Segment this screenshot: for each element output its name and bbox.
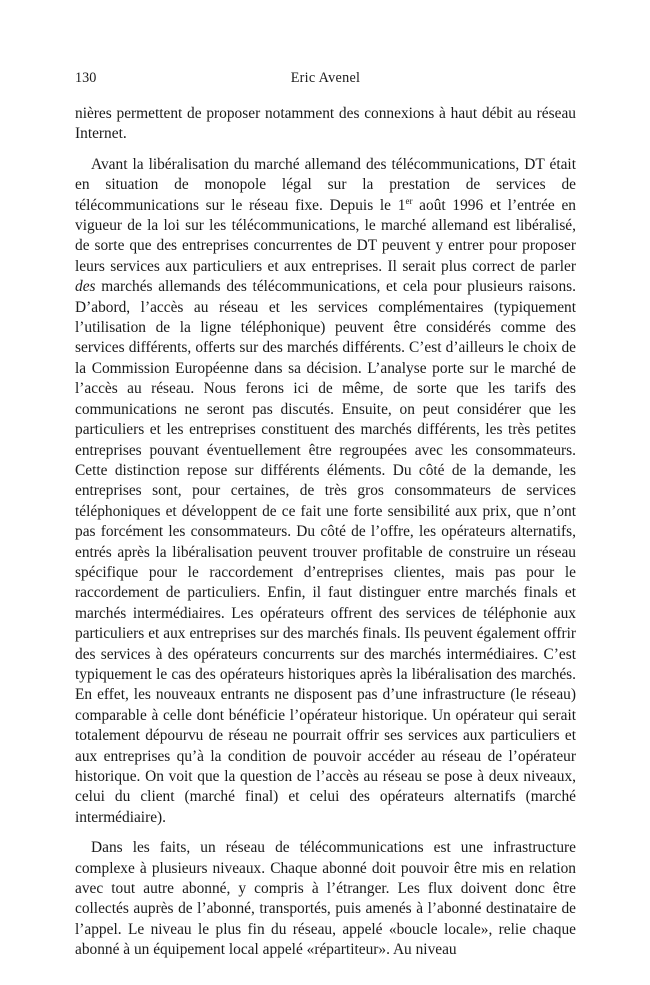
page-number: 130	[75, 70, 97, 86]
paragraph-text: Dans les faits, un réseau de télécommunications est une infrastructure complexe à plusieurs niveaux. Chaque abonné doit pouvoir être mis en relation avec tout autre abonné, y compris à l’étranger. Les flux doivent donc être collectés auprès de l’abonné, transportés, puis amenés à l’abonné destinataire de l’appel. Le niveau le plus fin du réseau, appelé «boucle locale», relie chaque abonné à un équipement local appelé «répartiteur». Au niveau	[75, 839, 576, 959]
paragraph-liberalisation	[75, 155, 576, 828]
emphasis-text: des	[75, 278, 96, 296]
running-head	[75, 68, 576, 92]
body-text	[75, 104, 576, 961]
paragraph-text: nières permettent de proposer notamment des connexions à haut débit au réseau Internet.	[75, 105, 576, 143]
paragraph-text: Avant la libéralisation du marché allemand des télécommunications, DT était en situation de monopole légal sur la prestation de services de télécommunications sur le réseau fixe. Depuis le 1	[75, 155, 576, 214]
paragraph-text: août 1996 et l’entrée en vigueur de la loi sur les télécommunications, le marché allemand est libéralisé, de sorte que des entreprises concurrentes de DT peuvent y entrer pour proposer leurs services aux particuliers et aux entreprises. Il serait plus correct de parler	[75, 196, 576, 275]
page	[75, 68, 576, 971]
paragraph-text: marchés allemands des télécommunications, et cela pour plusieurs raisons. D’abord, l’accès au réseau et les services complémentaires (typiquement l’utilisation de la ligne téléphonique) peuvent être considérés comme des services différents, offerts sur des marchés différents. C’est d’ailleurs le choix de la Commission Européenne dans sa décision. L’analyse porte sur le marché de l’accès au réseau. Nous ferons ici de même, de sorte que les tarifs des communications ne seront pas discutés. Ensuite, on peut considérer que les particuliers et les entreprises constituent des marchés différents, les très petites entreprises pouvant éventuellement être regroupées avec les consommateurs. Cette distinction repose sur différents éléments. Du côté de la demande, les entreprises sont, pour certaines, de très gros consommateurs de services téléphoniques et développent de ce fait une forte sensibilité aux prix, que n’ont pas forcément les consommateurs. Du côté de l’offre, les opérateurs alternatifs, entrés après la libéralisation peuvent trouver profitable de construire un réseau spécifique pour le raccordement d’entreprises clientes, mais pas pour le raccordement de particuliers. Enfin, il faut distinguer entre marchés finals et marchés intermédiaires. Les opérateurs offrent des services de téléphonie aux particuliers et aux entreprises sur des marchés finals. Ils peuvent également offrir des services à des opérateurs concurrents sur des marchés intermédiaires. C’est typiquement le cas des opérateurs historiques après la libéralisation des marchés. En effet, les nouveaux entrants ne disposent pas d’une infrastructure (le réseau) comparable à celle dont bénéficie l’opérateur historique. Un opérateur qui serait totalement dépourvu de réseau ne pourrait offrir ses services aux particuliers et aux entreprises qu’à la condition de pouvoir accéder au réseau de l’opérateur historique. On voit que la question de l’accès au réseau se pose à deux niveaux, celui du client (marché final) et celui des opérateurs alternatifs (marché intermédiaire).	[75, 278, 576, 826]
paragraph-network	[75, 838, 576, 960]
ordinal-superscript: er	[405, 195, 413, 206]
running-title: Eric Avenel	[290, 70, 361, 86]
paragraph-continuation	[75, 104, 576, 145]
